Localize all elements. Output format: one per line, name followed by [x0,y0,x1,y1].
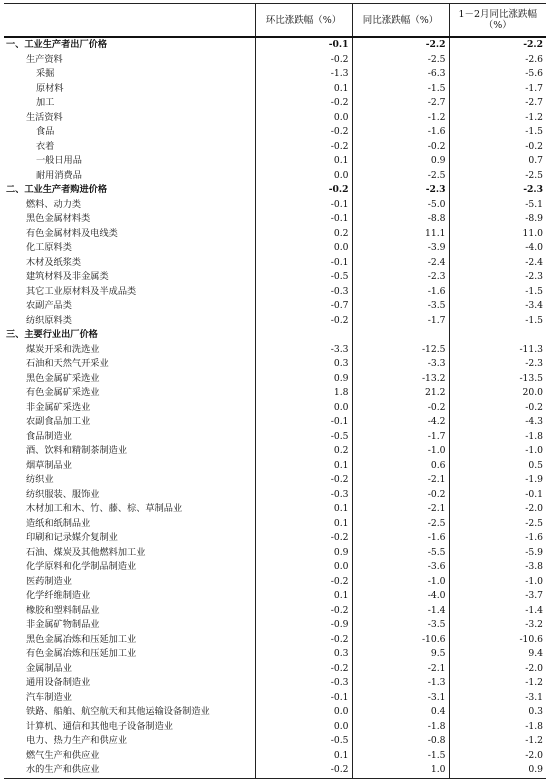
cell-mom: 0.1 [255,502,352,517]
table-row [4,589,546,604]
table-row [4,169,546,184]
section-row [4,37,546,53]
cell-ytd: -8.9 [449,212,546,227]
cell-ytd: 20.0 [449,386,546,401]
row-label: 纺织原料类 [26,314,72,326]
table-row [4,763,546,778]
row-label: 非金属矿采选业 [26,401,91,413]
table-row [4,749,546,764]
cell-yoy: -3.9 [352,241,449,256]
cell-yoy: -2.1 [352,662,449,677]
cell-mom: -0.5 [255,270,352,285]
cell-mom: -3.3 [255,343,352,358]
cell-mom: 0.3 [255,647,352,662]
row-label: 生活资料 [26,111,63,123]
cell-mom: -0.9 [255,618,352,633]
cell-ytd: -3.4 [449,299,546,314]
table-row [4,299,546,314]
cell-mom: 0.0 [255,560,352,575]
cell-yoy: -1.7 [352,314,449,329]
cell-mom [255,328,352,343]
cell-mom: 0.9 [255,546,352,561]
cell-ytd: -1.0 [449,575,546,590]
cell-ytd: -0.2 [449,401,546,416]
cell-ytd: -5.1 [449,198,546,213]
row-label: 非金属矿物制品业 [26,619,100,630]
cell-yoy: -1.5 [352,749,449,764]
cell-mom: -0.2 [255,314,352,329]
cell-ytd: 0.7 [449,154,546,169]
cell-yoy: -0.2 [352,401,449,416]
cell-mom: 0.1 [255,82,352,97]
table-row [4,401,546,416]
cell-ytd: -2.0 [449,662,546,677]
cell-ytd: -2.7 [449,96,546,111]
row-label: 计算机、通信和其他电子设备制造业 [26,720,173,732]
cell-mom: -0.2 [255,604,352,619]
cell-ytd: -1.6 [449,531,546,546]
table-body [4,37,546,778]
table-row [4,285,546,300]
cell-mom: -0.2 [255,125,352,140]
cell-mom: -0.1 [255,256,352,271]
table-row [4,270,546,285]
cell-yoy: -1.8 [352,720,449,735]
table-row [4,633,546,648]
cell-ytd: -2.3 [449,270,546,285]
cell-yoy: -1.6 [352,125,449,140]
cell-yoy: -5.5 [352,546,449,561]
row-label: 燃气生产和供应业 [26,749,100,761]
cell-mom: 0.0 [255,111,352,126]
cell-yoy: -0.2 [352,140,449,155]
cell-yoy: -1.2 [352,111,449,126]
cell-mom: -0.3 [255,676,352,691]
table-header-row [4,4,546,38]
cell-ytd: -1.8 [449,720,546,735]
table-row [4,154,546,169]
row-label: 原材料 [36,82,64,94]
cell-mom: 0.0 [255,705,352,720]
cell-ytd [449,328,546,343]
cell-mom: 0.1 [255,517,352,532]
row-label: 纺织业 [26,474,54,485]
cell-yoy: -3.3 [352,357,449,372]
cell-yoy: -2.1 [352,473,449,488]
cell-yoy: -2.5 [352,517,449,532]
cell-mom: 0.0 [255,401,352,416]
header-yoy: 同比涨跌幅（%） [352,4,449,38]
row-label: 电力、热力生产和供应业 [26,735,128,746]
table-row [4,517,546,532]
cell-yoy: 11.1 [352,227,449,242]
cell-yoy: -2.1 [352,502,449,517]
table-row [4,444,546,459]
cell-yoy: 0.9 [352,154,449,169]
table-row [4,488,546,503]
cell-ytd: -1.2 [449,676,546,691]
cell-ytd: -5.9 [449,546,546,561]
cell-ytd: -0.2 [449,140,546,155]
cell-ytd: -1.5 [449,314,546,329]
row-label: 铁路、船舶、航空航天和其他运输设备制造业 [26,706,210,717]
table-row [4,430,546,445]
table-row [4,241,546,256]
row-label: 医药制造业 [26,575,72,587]
cell-mom: -0.1 [255,691,352,706]
section-label: 三、主要行业出厂价格 [6,329,98,340]
row-label: 木材及纸浆类 [26,256,82,268]
table-row [4,459,546,474]
cell-yoy: -0.2 [352,488,449,503]
row-label: 造纸和纸制品业 [26,517,91,529]
row-label: 通用设备制造业 [26,677,91,688]
cell-mom: 0.2 [255,227,352,242]
cell-yoy: -1.4 [352,604,449,619]
table-row [4,343,546,358]
cell-ytd: 0.5 [449,459,546,474]
table-row [4,82,546,97]
row-label: 化学原料和化学制品制造业 [26,561,137,572]
cell-ytd: -13.5 [449,372,546,387]
row-label: 有色金属矿采选业 [26,387,100,398]
cell-ytd: -2.0 [449,749,546,764]
cell-yoy: -2.7 [352,96,449,111]
cell-yoy: 1.0 [352,763,449,778]
row-label: 耐用消费品 [36,169,82,181]
cell-mom: -0.5 [255,734,352,749]
cell-yoy: 21.2 [352,386,449,401]
row-label: 橡胶和塑料制品业 [26,604,100,616]
cell-mom: -0.2 [255,140,352,155]
row-label: 石油和天然气开采业 [26,358,109,369]
cell-yoy: -1.6 [352,531,449,546]
table-row [4,502,546,517]
table-row [4,140,546,155]
cell-yoy: -13.2 [352,372,449,387]
cell-ytd: -1.9 [449,473,546,488]
cell-mom: -0.2 [255,473,352,488]
table-row [4,415,546,430]
section-label: 二、工业生产者购进价格 [6,184,108,195]
row-label: 农副食品加工业 [26,416,91,427]
row-label: 酒、饮料和精制茶制造业 [26,445,128,456]
cell-yoy: -5.0 [352,198,449,213]
cell-ytd: -2.4 [449,256,546,271]
table-row [4,125,546,140]
cell-ytd: -10.6 [449,633,546,648]
cell-ytd: -1.5 [449,285,546,300]
table-row [4,372,546,387]
row-label: 生产资料 [26,53,63,65]
cell-mom: -0.1 [255,198,352,213]
row-label: 食品制造业 [26,430,72,442]
cell-yoy: -2.3 [352,183,449,198]
cell-yoy: -1.7 [352,430,449,445]
cell-ytd: -1.5 [449,125,546,140]
cell-yoy: -2.3 [352,270,449,285]
cell-mom: -0.2 [255,662,352,677]
cell-ytd: -2.3 [449,183,546,198]
row-label: 衣着 [36,140,55,152]
cell-mom: -0.2 [255,53,352,68]
row-label: 石油、煤炭及其他燃料加工业 [26,546,146,558]
cell-mom: -1.3 [255,67,352,82]
table-row [4,531,546,546]
row-label: 煤炭开采和洗选业 [26,343,100,355]
cell-ytd: -2.5 [449,517,546,532]
cell-ytd: -2.6 [449,53,546,68]
cell-mom: -0.2 [255,575,352,590]
row-label: 化工原料类 [26,242,72,253]
cell-ytd: -11.3 [449,343,546,358]
cell-yoy: 9.5 [352,647,449,662]
cell-mom: 0.3 [255,357,352,372]
cell-ytd: -2.0 [449,502,546,517]
table-row [4,691,546,706]
cell-ytd: -1.7 [449,82,546,97]
cell-mom: -0.2 [255,531,352,546]
table-row [4,256,546,271]
cell-ytd: -3.8 [449,560,546,575]
cell-mom: -0.1 [255,415,352,430]
cell-ytd: -1.2 [449,734,546,749]
cell-yoy: -4.0 [352,589,449,604]
cell-yoy: 0.6 [352,459,449,474]
cell-yoy: -1.5 [352,82,449,97]
price-index-table-page [4,3,546,779]
cell-yoy: -10.6 [352,633,449,648]
row-label: 黑色金属材料类 [26,213,91,224]
table-row [4,676,546,691]
cell-yoy: -1.0 [352,575,449,590]
cell-yoy: -2.4 [352,256,449,271]
row-label: 食品 [36,126,55,137]
row-label: 水的生产和供应业 [4,763,255,778]
table-row [4,734,546,749]
cell-yoy: -8.8 [352,212,449,227]
table-row [4,575,546,590]
cell-mom: -0.2 [255,183,352,198]
cell-yoy: -3.1 [352,691,449,706]
row-label: 建筑材料及非金属类 [26,271,109,282]
cell-yoy: -2.5 [352,53,449,68]
cell-yoy: -3.6 [352,560,449,575]
cell-yoy: -1.3 [352,676,449,691]
cell-ytd: -5.6 [449,67,546,82]
cell-yoy: -12.5 [352,343,449,358]
cell-mom: 0.1 [255,154,352,169]
row-label: 纺织服装、服饰业 [26,488,100,500]
cell-ytd: -2.2 [449,37,546,53]
row-label: 印刷和记录媒介复制业 [26,532,118,543]
row-label: 黑色金属冶炼和压延加工业 [26,633,137,645]
header-label-column [4,4,255,38]
table-row [4,212,546,227]
cell-mom: -0.1 [255,37,352,53]
table-row [4,386,546,401]
price-index-table [4,3,546,779]
row-label: 烟草制品业 [26,459,72,471]
section-row [4,328,546,343]
row-label: 一般日用品 [36,155,82,166]
cell-mom: 0.2 [255,444,352,459]
cell-mom: 0.0 [255,720,352,735]
header-ytd: 1－2月同比涨跌幅（%） [449,4,546,38]
cell-ytd: -1.2 [449,111,546,126]
cell-mom: 0.0 [255,241,352,256]
cell-mom: -0.3 [255,285,352,300]
cell-yoy: -2.2 [352,37,449,53]
table-row [4,618,546,633]
table-row [4,705,546,720]
table-row [4,198,546,213]
table-row [4,314,546,329]
row-label: 有色金属材料及电线类 [26,227,118,239]
cell-ytd: -2.5 [449,169,546,184]
row-label: 采掘 [36,68,55,79]
table-row [4,560,546,575]
cell-yoy: -6.3 [352,67,449,82]
cell-mom: -0.1 [255,212,352,227]
table-row [4,111,546,126]
cell-mom: 0.9 [255,372,352,387]
table-row [4,96,546,111]
cell-yoy: -4.2 [352,415,449,430]
row-label: 金属制品业 [26,662,72,674]
cell-yoy: -3.5 [352,299,449,314]
cell-mom: 1.8 [255,386,352,401]
table-row [4,546,546,561]
table-row [4,67,546,82]
row-label: 黑色金属矿采选业 [26,372,100,384]
cell-ytd: -0.1 [449,488,546,503]
cell-ytd: 9.4 [449,647,546,662]
cell-ytd: -4.3 [449,415,546,430]
table-row [4,647,546,662]
cell-yoy [352,328,449,343]
cell-ytd: -1.8 [449,430,546,445]
cell-ytd: 11.0 [449,227,546,242]
table-row [4,53,546,68]
row-label: 有色金属冶炼和压延加工业 [26,648,137,659]
cell-ytd: -3.1 [449,691,546,706]
cell-mom: -0.2 [255,633,352,648]
table-row [4,720,546,735]
cell-mom: 0.0 [255,169,352,184]
cell-mom: 0.1 [255,749,352,764]
cell-mom: -0.2 [255,763,352,778]
cell-yoy: -2.5 [352,169,449,184]
row-label: 加工 [36,97,55,108]
cell-yoy: -0.8 [352,734,449,749]
cell-ytd: -2.3 [449,357,546,372]
cell-yoy: 0.4 [352,705,449,720]
row-label: 燃料、动力类 [26,198,82,210]
row-label: 汽车制造业 [26,691,72,703]
row-label: 化学纤维制造业 [26,590,91,601]
cell-ytd: 0.3 [449,705,546,720]
table-row [4,662,546,677]
table-row [4,473,546,488]
row-label: 其它工业原材料及半成品类 [26,285,137,297]
cell-mom: -0.3 [255,488,352,503]
cell-ytd: -4.0 [449,241,546,256]
cell-ytd: -1.4 [449,604,546,619]
cell-ytd: 0.9 [449,763,546,778]
cell-yoy: -1.0 [352,444,449,459]
cell-ytd: -3.7 [449,589,546,604]
cell-mom: -0.7 [255,299,352,314]
row-label: 木材加工和木、竹、藤、棕、草制品业 [26,503,183,514]
cell-yoy: -3.5 [352,618,449,633]
row-label: 农副产品类 [26,300,72,311]
cell-mom: 0.1 [255,459,352,474]
cell-mom: 0.1 [255,589,352,604]
cell-mom: -0.5 [255,430,352,445]
section-label: 一、工业生产者出厂价格 [6,39,108,50]
header-mom: 环比涨跌幅（%） [255,4,352,38]
table-row [4,604,546,619]
cell-ytd: -1.0 [449,444,546,459]
cell-yoy: -1.6 [352,285,449,300]
section-row [4,183,546,198]
cell-ytd: -3.2 [449,618,546,633]
cell-mom: -0.2 [255,96,352,111]
table-row [4,227,546,242]
table-row [4,357,546,372]
